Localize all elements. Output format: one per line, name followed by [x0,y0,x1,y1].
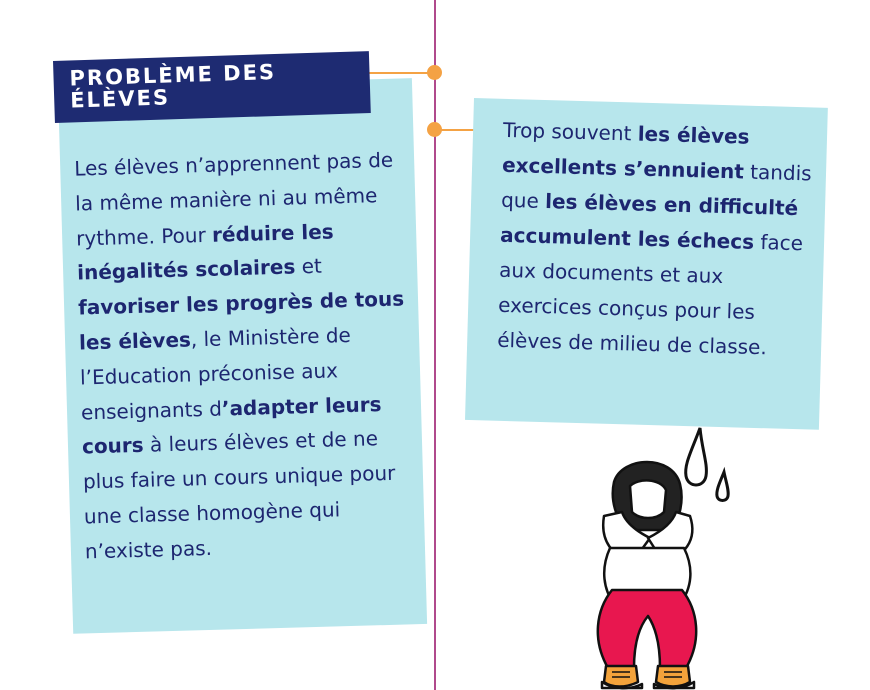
timeline-dot-top [427,65,442,80]
observation-paragraph [497,113,824,367]
body-text: , le Ministère de l’Education préconise aux enseignants d [79,322,352,425]
body-text: et [294,254,323,279]
body-text: face aux documents et aux exercices conçus pour les élèves de milieu de classe. [496,229,804,360]
body-text: Trop souvent [502,117,639,146]
problem-paragraph [74,142,416,569]
emphasis-text: les élèves excellents s’ennuient [501,121,750,184]
timeline-line [434,0,436,690]
connector-left [369,72,435,74]
problem-label [53,51,371,123]
emphasis-text: réduire les inégalités scolaires [76,218,334,285]
emphasis-text: favoriser les progrès de tous les élèves [77,286,405,355]
emphasis-text: ’adapter leurs cours [81,391,382,459]
problem-card [58,78,427,634]
body-text: tandis que [500,159,813,214]
tear-drop-icon [686,428,729,501]
stressed-student-illustration [552,420,742,690]
emphasis-text: les élèves en difficulté accumulent les échecs [499,189,799,254]
body-text: à leurs élèves et de ne plus faire un cours unique pour une classe homogène qui n’existe pas. [82,426,396,564]
problem-label-text: PROBLÈME DES ÉLÈVES [69,60,277,113]
observation-card [465,98,828,430]
timeline-dot-middle [427,122,442,137]
body-text: Les élèves n’apprennent pas de la même manière ni au même rythme. Pour [73,147,394,251]
